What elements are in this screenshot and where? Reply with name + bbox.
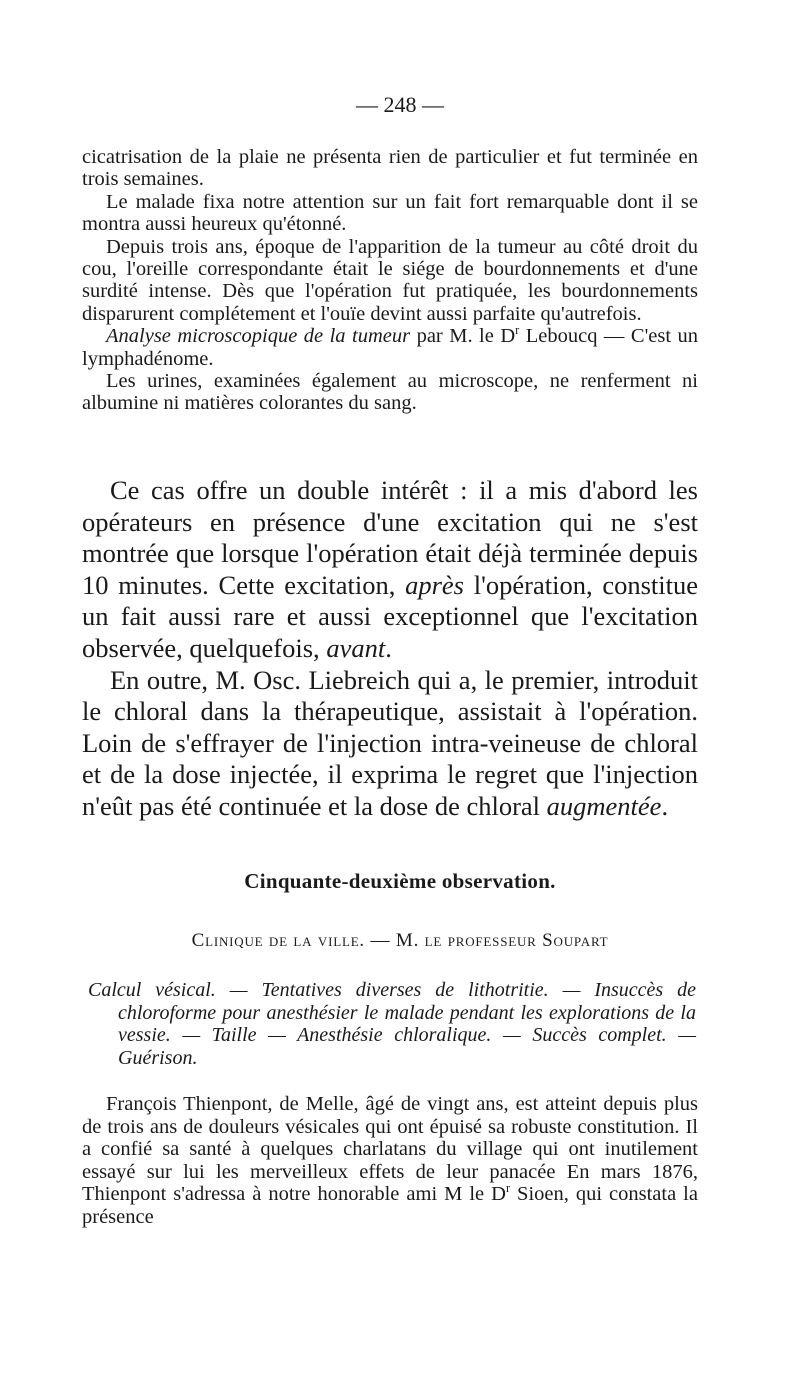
- analyse-text-b: Leboucq — C'est un lymphadénome.: [82, 325, 699, 370]
- analyse-text-a: par M. le D: [410, 325, 516, 348]
- analyse-title: Analyse microscopique de la tumeur: [106, 325, 411, 348]
- thienpont-text-a: François Thienpont, de Melle, âgé de vingt ans, est atteint depuis plus de trois ans de douleurs vésicales qui ont épuisé sa robuste constitution. Il a confié sa santé à quelques charlatans du village qui ont inutilement essayé sur lui les merveilleux effets de leur panacée En mars 1876, Thienpont s'adressa à notre honorable ami M le D: [82, 1093, 698, 1206]
- thienpont-sup: r: [505, 1181, 511, 1196]
- paragraph-liebreich: [82, 665, 698, 823]
- paragraph-analyse: [82, 325, 698, 370]
- case-summary: Calcul vésical. — Tentatives diverses de lithotritie. — Insuccès de chloroforme pour anesthésier le malade pendant les explorations de la vessie. — Taille — Anesthésie chloralique. — Succès complet. — Guérison.: [88, 979, 696, 1069]
- paragraph-thienpont: [82, 1093, 698, 1229]
- liebreich-text: En outre, M. Osc. Liebreich qui a, le premier, introduit le chloral dans la thérapeutique, assistait à l'opération. Loin de s'effrayer de l'injection intra-veineuse de chloral et de la dose injectée, il exprima le regret que l'injection n'eût pas été continuée et la dose de chloral: [82, 664, 698, 821]
- paragraph-cicatrisation: cicatrisation de la plaie ne présenta rien de particulier et fut terminée en trois semaines.: [82, 146, 698, 191]
- page-number: — 248 —: [356, 92, 444, 117]
- clinique-line: Clinique de la ville. — M. le professeur Soupart: [191, 930, 609, 951]
- paragraph-malade: Le malade fixa notre attention sur un fait fort remarquable dont il se montra aussi heureux qu'étonné.: [82, 190, 698, 236]
- interet-text-c: .: [385, 632, 392, 663]
- paragraph-double-interet: [82, 475, 698, 665]
- text-block-large: [82, 475, 698, 823]
- interet-text-b: l'opération, constitue un fait aussi rare et aussi exceptionnel que l'excitation observée, quelquefois,: [82, 569, 698, 663]
- paragraph-depuis: Depuis trois ans, époque de l'apparition de la tumeur au côté droit du cou, l'oreille correspondante était le siége de bourdonnements et d'une surdité intense. Dès que l'opération fut pratiquée, les bourdonnements disparurent complétement et l'ouïe devint aussi parfaite qu'autrefois.: [82, 235, 698, 325]
- interet-italic-b: avant: [326, 632, 386, 663]
- analyse-sup: r: [515, 323, 520, 338]
- interet-italic-a: après: [405, 569, 464, 600]
- text-block-bottom: [82, 1093, 698, 1229]
- interet-text-a: Ce cas offre un double intérêt : il a mis d'abord les opérateurs en présence d'une excitation qui ne s'est montrée que lorsque l'opération était déjà terminée depuis 10 minutes. Cette excitation,: [82, 475, 698, 600]
- thienpont-text-b: Sioen, qui constata la présence: [82, 1183, 698, 1228]
- section-heading: Cinquante-deuxième observation.: [244, 869, 556, 893]
- text-block-top: [82, 146, 698, 415]
- liebreich-italic: augmentée: [546, 790, 662, 821]
- paragraph-urines: Les urines, examinées également au microscope, ne renferment ni albumine ni matières colorantes du sang.: [82, 370, 698, 415]
- liebreich-end: .: [661, 790, 669, 821]
